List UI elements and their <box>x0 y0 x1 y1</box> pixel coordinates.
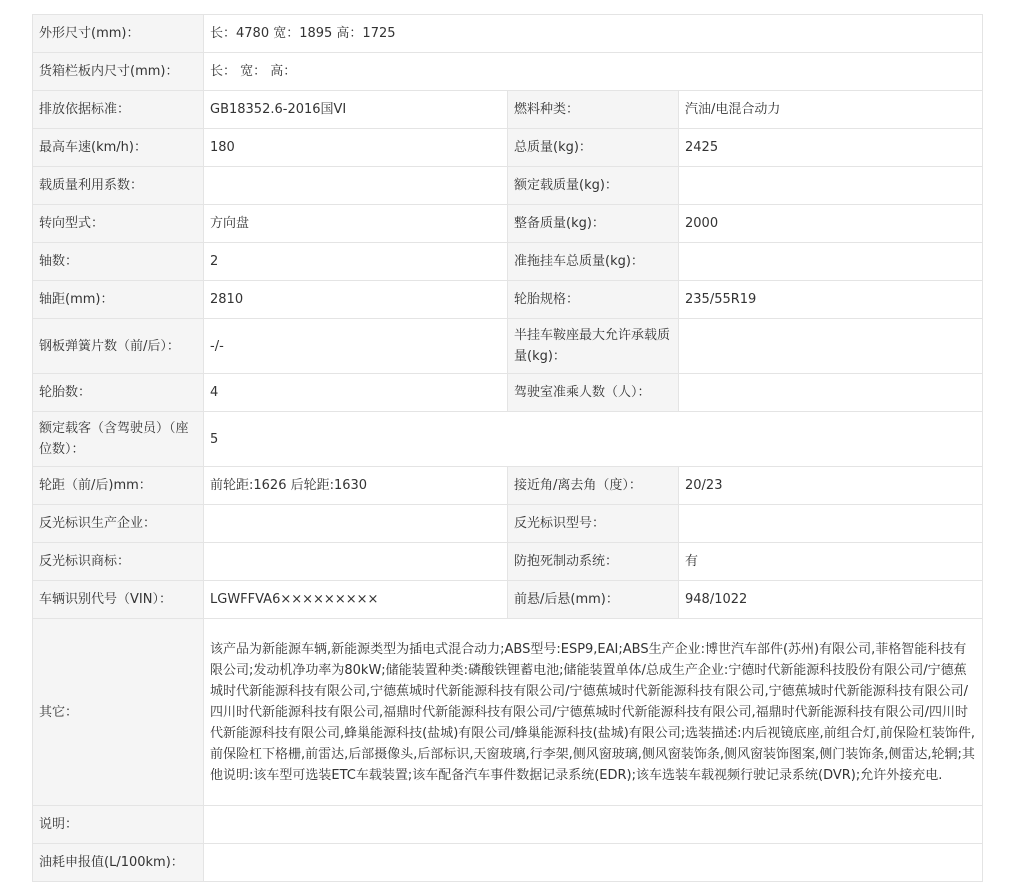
vin-label: 车辆识别代号（VIN）： <box>33 581 204 619</box>
max-speed-label: 最高车速(km/h)： <box>33 129 204 167</box>
tire-count-value: 4 <box>204 374 508 412</box>
row-springs <box>33 319 983 374</box>
row-tires <box>33 374 983 412</box>
wheelbase-value: 2810 <box>204 281 508 319</box>
approach-angle-value: 20/23 <box>679 467 983 505</box>
track-label: 轮距（前/后)mm： <box>33 467 204 505</box>
overhang-label: 前悬/后悬(mm)： <box>508 581 679 619</box>
reflector-brand-value <box>204 543 508 581</box>
row-speed <box>33 129 983 167</box>
load-coefficient-value <box>204 167 508 205</box>
row-fuel-consumption <box>33 844 983 882</box>
abs-label: 防抱死制动系统： <box>508 543 679 581</box>
fuel-consumption-value <box>204 844 983 882</box>
row-dimensions <box>33 15 983 53</box>
cab-capacity-label: 驾驶室准乘人数（人）： <box>508 374 679 412</box>
row-cargo-dimensions <box>33 53 983 91</box>
row-other <box>33 619 983 806</box>
row-steering <box>33 205 983 243</box>
abs-value: 有 <box>679 543 983 581</box>
cargo-dimensions-value: 长： 宽： 高： <box>204 53 983 91</box>
other-value: 该产品为新能源车辆,新能源类型为插电式混合动力;ABS型号:ESP9,EAI;ABS生产企业:博世汽车部件(苏州)有限公司,菲格智能科技有限公司;发动机净功率为80kW;储能装置种类:磷酸铁锂蓄电池;储能装置单体/总成生产企业:宁德时代新能源科技股份有限公司/宁德蕉城时代新能源科技有限公司,宁德蕉城时代新能源科技有限公司/宁德蕉城时代新能源科技有限公司,宁德蕉城时代新能源科技有限公司/四川时代新能源科技有限公司,福鼎时代新能源科技有限公司/宁德蕉城时代新能源科技有限公司,福鼎时代新能源科技有限公司/四川时代新能源科技有限公司,蜂巢能源科技(盐城)有限公司/蜂巢能源科技(盐城)有限公司;选装描述:内后视镜底座,前组合灯,前保险杠装饰件,前保险杠下格栅,前雷达,后部摄像头,后部标识,天窗玻璃,行李架,侧风窗玻璃,侧风窗装饰条,侧风窗装饰图案,侧门装饰条,侧雷达,轮辋;其他说明:该车型可选装ETC车载装置;该车配备汽车事件数据记录系统(EDR);该车选装车载视频行驶记录系统(DVR);允许外接充电. <box>204 619 983 806</box>
cab-capacity-value <box>679 374 983 412</box>
row-vin <box>33 581 983 619</box>
rated-load-label: 额定载质量(kg)： <box>508 167 679 205</box>
steering-value: 方向盘 <box>204 205 508 243</box>
vin-value: LGWFFVA6××××××××× <box>204 581 508 619</box>
springs-value: -/- <box>204 319 508 374</box>
row-track <box>33 467 983 505</box>
axles-value: 2 <box>204 243 508 281</box>
steering-label: 转向型式： <box>33 205 204 243</box>
overhang-value: 948/1022 <box>679 581 983 619</box>
other-label: 其它： <box>33 619 204 806</box>
approach-angle-label: 接近角/离去角（度）： <box>508 467 679 505</box>
reflector-maker-label: 反光标识生产企业： <box>33 505 204 543</box>
total-mass-label: 总质量(kg)： <box>508 129 679 167</box>
row-reflector-brand <box>33 543 983 581</box>
rated-load-value <box>679 167 983 205</box>
row-axles <box>33 243 983 281</box>
max-speed-value: 180 <box>204 129 508 167</box>
total-mass-value: 2425 <box>679 129 983 167</box>
saddle-load-value <box>679 319 983 374</box>
dimensions-label: 外形尺寸(mm)： <box>33 15 204 53</box>
trailer-mass-label: 准拖挂车总质量(kg)： <box>508 243 679 281</box>
reflector-model-label: 反光标识型号： <box>508 505 679 543</box>
fuel-type-value: 汽油/电混合动力 <box>679 91 983 129</box>
wheelbase-label: 轴距(mm)： <box>33 281 204 319</box>
notes-label: 说明： <box>33 806 204 844</box>
row-wheelbase <box>33 281 983 319</box>
load-coefficient-label: 载质量利用系数： <box>33 167 204 205</box>
springs-label: 钢板弹簧片数（前/后）： <box>33 319 204 374</box>
tire-count-label: 轮胎数： <box>33 374 204 412</box>
seats-label: 额定载客（含驾驶员）（座位数）： <box>33 412 204 467</box>
dimensions-value: 长：4780 宽：1895 高：1725 <box>204 15 983 53</box>
row-emission <box>33 91 983 129</box>
axles-label: 轴数： <box>33 243 204 281</box>
curb-mass-value: 2000 <box>679 205 983 243</box>
reflector-model-value <box>679 505 983 543</box>
row-load-coefficient <box>33 167 983 205</box>
curb-mass-label: 整备质量(kg)： <box>508 205 679 243</box>
track-value: 前轮距:1626 后轮距:1630 <box>204 467 508 505</box>
reflector-brand-label: 反光标识商标： <box>33 543 204 581</box>
row-reflector-maker <box>33 505 983 543</box>
row-notes <box>33 806 983 844</box>
seats-value: 5 <box>204 412 983 467</box>
spec-table <box>32 14 983 882</box>
reflector-maker-value <box>204 505 508 543</box>
fuel-type-label: 燃料种类： <box>508 91 679 129</box>
trailer-mass-value <box>679 243 983 281</box>
notes-value <box>204 806 983 844</box>
emission-value: GB18352.6-2016国VI <box>204 91 508 129</box>
cargo-dimensions-label: 货箱栏板内尺寸(mm)： <box>33 53 204 91</box>
tire-spec-label: 轮胎规格： <box>508 281 679 319</box>
saddle-load-label: 半挂车鞍座最大允许承载质量(kg)： <box>508 319 679 374</box>
fuel-consumption-label: 油耗申报值(L/100km)： <box>33 844 204 882</box>
row-seats <box>33 412 983 467</box>
emission-label: 排放依据标准： <box>33 91 204 129</box>
tire-spec-value: 235/55R19 <box>679 281 983 319</box>
vehicle-spec-sheet <box>32 14 982 882</box>
